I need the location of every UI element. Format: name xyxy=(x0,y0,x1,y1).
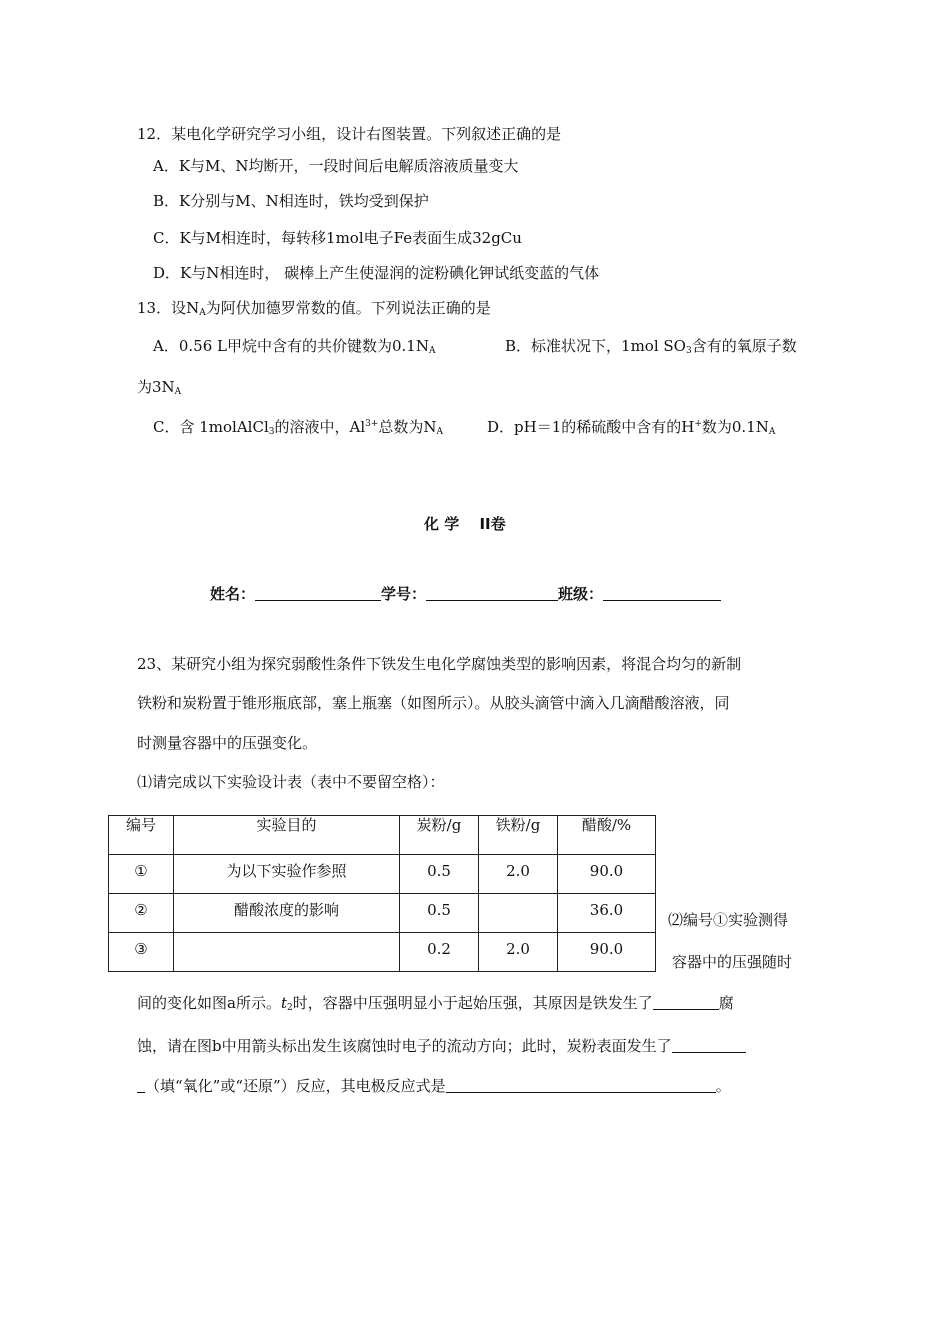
q13-option-b-wrap: 为$3N_A$ xyxy=(137,378,182,397)
table-cell: 36.0 xyxy=(558,894,656,933)
q12-option-d: D．K与N相连时， 碳棒上产生使湿润的淀粉碘化钾试纸变蓝的气体 xyxy=(153,264,600,282)
reaction-type-blank[interactable] xyxy=(672,1038,746,1053)
table-cell: 0.2 xyxy=(400,933,479,972)
table-cell: 90.0 xyxy=(558,933,656,972)
q13-option-a: A．0.56 L甲烷中含有的共价键数为$0.1N_A$ xyxy=(153,337,436,356)
class-label: 班级： xyxy=(558,585,604,603)
name-blank[interactable] xyxy=(255,586,381,601)
experiment-design-table xyxy=(108,815,656,972)
q23-part-2-a: ⑵编号①实验测得 xyxy=(668,911,789,929)
q12-option-c: C．K与M相连时，每转移1mol电子Fe表面生成32gCu xyxy=(153,229,522,247)
table-header-cell: 编号 xyxy=(109,816,174,855)
table-cell: ② xyxy=(109,894,174,933)
table-cell: 0.5 xyxy=(400,855,479,894)
name-label: 姓名： xyxy=(210,585,256,603)
q23-continue-line-1: 间的变化如图a所示。$t_2$时，容器中压强明显小于起始压强，其原因是铁发生了 腐 xyxy=(137,994,734,1013)
q13-option-b: B．标准状况下，1mol $SO_3$含有的氧原子数 xyxy=(505,337,797,356)
table-cell-blank[interactable] xyxy=(479,894,558,933)
student-info-line xyxy=(210,584,721,604)
q23-line-2: 铁粉和炭粉置于锥形瓶底部，塞上瓶塞（如图所示）。从胶头滴管中滴入几滴醋酸溶液，同 xyxy=(137,694,730,712)
table-cell: 醋酸浓度的影响 xyxy=(174,894,400,933)
table-cell: 2.0 xyxy=(479,933,558,972)
class-blank[interactable] xyxy=(603,586,721,601)
table-row xyxy=(109,933,656,972)
q23-line-3: 时测量容器中的压强变化。 xyxy=(137,734,318,752)
section-title: 化 学 II卷 xyxy=(424,515,506,533)
table-row xyxy=(109,894,656,933)
table-cell: ① xyxy=(109,855,174,894)
corrosion-type-blank[interactable] xyxy=(653,995,719,1010)
student-id-blank[interactable] xyxy=(426,586,558,601)
reaction-type-blank-cont[interactable] xyxy=(137,1078,145,1093)
electrode-equation-blank[interactable] xyxy=(446,1078,716,1093)
table-header-cell: 实验目的 xyxy=(174,816,400,855)
table-header-cell: 铁粉/g xyxy=(479,816,558,855)
table-header-cell: 炭粉/g xyxy=(400,816,479,855)
q23-continue-line-2: 蚀，请在图b中用箭头标出发生该腐蚀时电子的流动方向；此时，炭粉表面发生了 xyxy=(137,1036,746,1056)
table-cell: ③ xyxy=(109,933,174,972)
q12-stem: 12．某电化学研究学习小组，设计右图装置。下列叙述正确的是 xyxy=(137,125,562,143)
q23-line-1: 23、某研究小组为探究弱酸性条件下铁发生电化学腐蚀类型的影响因素，将混合均匀的新制 xyxy=(137,655,742,673)
table-cell-blank[interactable] xyxy=(174,933,400,972)
table-cell: 0.5 xyxy=(400,894,479,933)
table-cell: 为以下实验作参照 xyxy=(174,855,400,894)
q13-option-d: D．pH＝1的稀硫酸中含有的H+数为$0.1N_A$ xyxy=(487,418,776,437)
q12-option-a: A．K与M、N均断开，一段时间后电解质溶液质量变大 xyxy=(153,157,519,175)
q23-continue-line-3: （填“氧化”或“还原”）反应，其电极反应式是 。 xyxy=(137,1076,731,1096)
q12-option-b: B．K分别与M、N相连时，铁均受到保护 xyxy=(153,192,429,210)
student-id-label: 学号： xyxy=(381,585,427,603)
table-header-cell: 醋酸/% xyxy=(558,816,656,855)
table-cell: 90.0 xyxy=(558,855,656,894)
q13-option-c: C．含 1molAlCl$_3$的溶液中，$Al^{3+}$总数为$N_A$ xyxy=(153,418,444,437)
table-header-row xyxy=(109,816,656,855)
q23-part-2-b: 容器中的压强随时 xyxy=(672,953,793,971)
table-row xyxy=(109,855,656,894)
q23-part-1: ⑴请完成以下实验设计表（表中不要留空格）： xyxy=(137,773,445,791)
q13-stem: 13．设$N_A$为阿伏加德罗常数的值。下列说法正确的是 xyxy=(137,299,491,318)
table-cell: 2.0 xyxy=(479,855,558,894)
